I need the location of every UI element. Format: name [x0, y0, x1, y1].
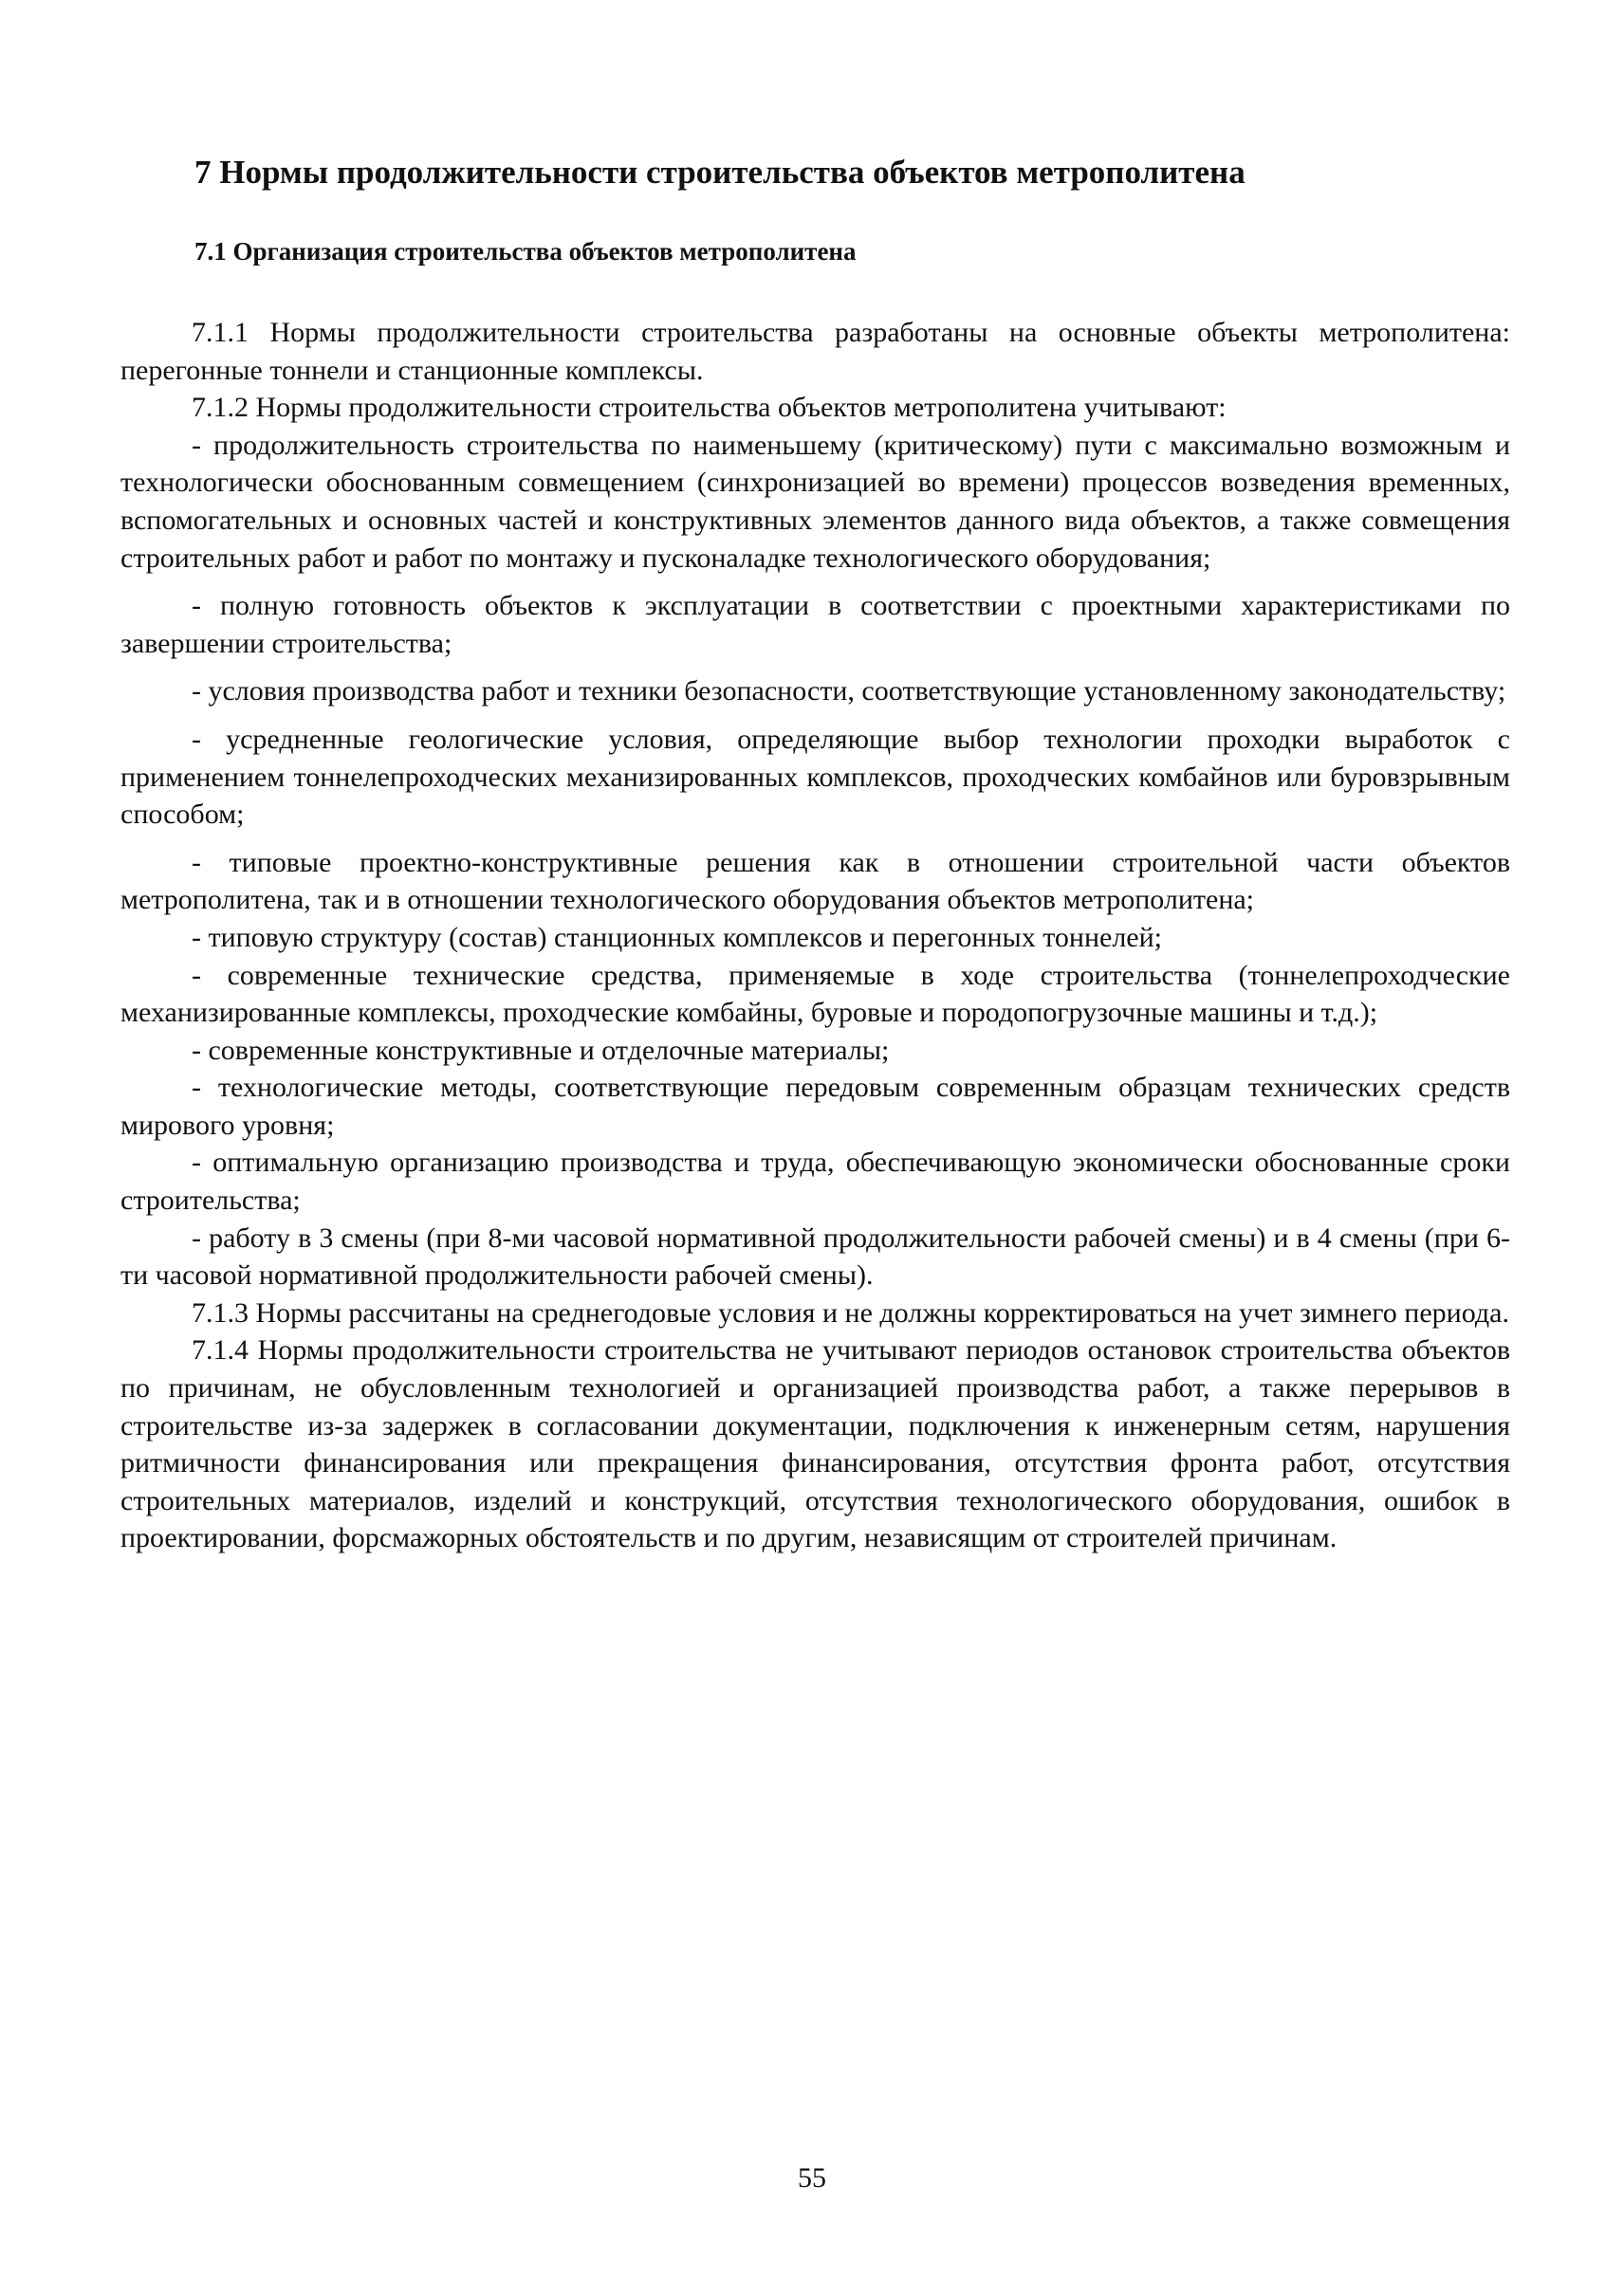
- page-number: 55: [798, 2162, 826, 2194]
- paragraph-7-1-3: 7.1.3 Нормы рассчитаны на среднегодовые условия и не должны корректироваться на учет зимнего периода.: [192, 1296, 1509, 1329]
- list-item-technical-means: - современные технические средства, применяемые в ходе строительства (тоннелепроходческие механизированные комплексы, проходческие комбайны, буровые и породопогрузочные машины и т.д.);: [120, 959, 1510, 1029]
- list-item-methods: - технологические методы, соответствующие передовым современным образцам технических средств мирового уровня;: [120, 1072, 1510, 1141]
- list-item-safety: - условия производства работ и техники безопасности, соответствующие установленному законодательству;: [192, 675, 1506, 707]
- list-item-readiness: - полную готовность объектов к эксплуатации в соответствии с проектными характеристиками по завершении строительства;: [120, 590, 1510, 659]
- list-item-geology: - усредненные геологические условия, определяющие выбор технологии проходки выработок с применением тоннелепроходческих механизированных комплексов, проходческих комбайнов или буровзрывным способом;: [120, 723, 1510, 831]
- paragraph-7-1-4: 7.1.4 Нормы продолжительности строительства не учитывают периодов остановок строительства объектов по причинам, не обусловленным технологией и организацией производства работ, а также перерывов в строительстве из-за задержек в согласовании документации, подключения к инженерным сетям, нарушения ритмичности финансирования или прекращения финансирования, отсутствия фронта работ, отсутствия строительных материалов, изделий и конструкций, отсутствия технологического оборудования, ошибок в проектировании, форсмажорных обстоятельств и по другим, независящим от строителей причинам.: [120, 1334, 1510, 1554]
- list-item-structure: - типовую структуру (состав) станционных комплексов и перегонных тоннелей;: [192, 921, 1163, 953]
- list-item-shifts: - работу в 3 смены (при 8-ми часовой нормативной продолжительности рабочей смены) и в 4 смены (при 6-ти часовой нормативной продолжительности рабочей смены).: [120, 1221, 1510, 1292]
- paragraph-7-1-1: 7.1.1 Нормы продолжительности строительства разработаны на основные объекты метрополитена: перегонные тоннели и станционные комплексы.: [120, 317, 1510, 386]
- subsection-heading: 7.1 Организация строительства объектов метрополитена: [194, 237, 857, 266]
- section-heading: 7 Нормы продолжительности строительства объектов метрополитена: [194, 154, 1246, 191]
- list-item-materials: - современные конструктивные и отделочные материалы;: [192, 1034, 890, 1066]
- body-text: [120, 314, 1510, 1557]
- paragraph-7-1-2: 7.1.2 Нормы продолжительности строительства объектов метрополитена учитывают:: [192, 392, 1227, 424]
- list-item-typical-solutions: - типовые проектно-конструктивные решения как в отношении строительной части объектов метрополитена, так и в отношении технологического оборудования объектов метрополитена;: [120, 846, 1510, 916]
- list-item-duration: - продолжительность строительства по наименьшему (критическому) пути с максимально возможным и технологически обоснованным совмещением (синхронизацией во времени) процессов возведения временных, вспомогательных и основных частей и конструктивных элементов данного вида объектов, а также совмещения строительных работ и работ по монтажу и пусконаладке технологического оборудования;: [120, 429, 1510, 574]
- list-item-organization: - оптимальную организацию производства и труда, обеспечивающую экономически обоснованные сроки строительства;: [120, 1147, 1510, 1217]
